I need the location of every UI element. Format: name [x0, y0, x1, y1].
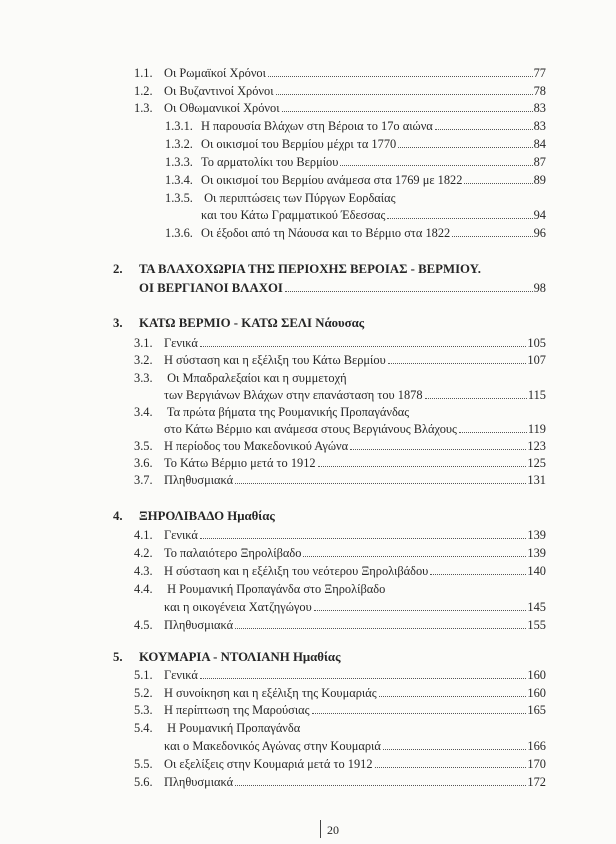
toc-entry [134, 456, 546, 470]
entry-number: 5.5. [134, 757, 153, 771]
entry-title: Γενικά [164, 336, 198, 350]
entry-page: 160 [527, 686, 546, 700]
toc-entry [165, 137, 546, 151]
chapter-title: ΞΗΡΟΛΙΒΑΔΟ [139, 509, 225, 523]
dot-leader [387, 217, 532, 219]
toc-entry [165, 119, 546, 133]
entry-title: και του Κάτω Γραμματικού Έδεσσας [201, 208, 386, 222]
entry-number: 3.5. [134, 439, 153, 453]
entry-title: Πληθυσμιακά [164, 618, 234, 632]
entry-title: Οι Μπαδραλεξαίοι και η συμμετοχή [167, 371, 347, 385]
dot-leader [200, 345, 526, 347]
entry-number: 5.4. [134, 721, 153, 735]
entry-page: 125 [527, 456, 546, 470]
entry-number: 5.2. [134, 686, 153, 700]
dot-leader [276, 93, 533, 95]
toc-entry [165, 226, 546, 240]
entry-title: Το παλαιότερο Ξηρολίβαδο [164, 546, 302, 560]
dot-leader [312, 712, 527, 714]
toc-entry [165, 191, 396, 205]
entry-page: 89 [533, 173, 546, 187]
entry-page: 87 [533, 155, 546, 169]
entry-page: 98 [533, 281, 546, 295]
entry-title: και η οικογένεια Χατζηγώγου [164, 600, 312, 614]
toc-entry [134, 686, 546, 700]
dot-leader [200, 677, 526, 679]
entry-title: Η παρουσία Βλάχων στη Βέροια το 17ο αιώνα [201, 119, 433, 133]
footer-rule [320, 820, 321, 838]
toc-entry [134, 353, 546, 367]
entry-number: 5.1. [134, 668, 153, 682]
entry-page: 165 [527, 703, 546, 717]
entry-number: 3.2. [134, 353, 153, 367]
dot-leader [425, 397, 527, 399]
toc-entry [134, 405, 409, 419]
dot-leader [235, 627, 526, 629]
entry-title: Τα πρώτα βήματα της Ρουμανικής Προπαγάνδας [166, 405, 410, 419]
dot-leader [464, 182, 532, 184]
entry-page: 83 [533, 101, 546, 115]
page-number: 20 [327, 823, 339, 837]
dot-leader [375, 766, 527, 768]
chapter-number: 4. [113, 509, 123, 523]
entry-number: 4.4. [134, 582, 153, 596]
dot-leader [350, 448, 526, 450]
entry-page: 131 [527, 473, 546, 487]
toc-entry-continuation [164, 422, 546, 436]
entry-page: 94 [533, 208, 546, 222]
entry-title: Πληθυσμιακά [164, 473, 234, 487]
entry-number: 3.3. [134, 371, 153, 385]
entry-number: 1.3.5. [165, 191, 193, 205]
toc-entry-continuation [164, 600, 546, 614]
toc-entry-continuation [164, 739, 546, 753]
dot-leader [383, 748, 527, 750]
dot-leader [459, 431, 527, 433]
entry-page: 78 [533, 84, 546, 98]
toc-entry [134, 439, 546, 453]
entry-title: Η περίοδος του Μακεδονικού Αγώνα [164, 439, 349, 453]
entry-title: Οι οικισμοί του Βερμίου μέχρι τα 1770 [201, 137, 397, 151]
dot-leader [318, 465, 527, 467]
entry-page: 123 [527, 439, 546, 453]
chapter-number: 3. [113, 316, 123, 330]
entry-page: 84 [533, 137, 546, 151]
entry-page: 119 [527, 422, 546, 436]
toc-entry [134, 371, 347, 385]
dot-leader [379, 695, 527, 697]
chapter-title: ΚΑΤΩ ΒΕΡΜΙΟ - ΚΑΤΩ ΣΕΛΙ [139, 316, 313, 330]
entry-page: 83 [533, 119, 546, 133]
toc-entry-continuation [165, 208, 546, 222]
entry-number: 5.3. [134, 703, 153, 717]
entry-title: Οι Οθωμανικοί Χρόνοι [164, 101, 280, 115]
entry-title: Οι Βυζαντινοί Χρόνοι [164, 84, 274, 98]
entry-page: 160 [527, 668, 546, 682]
entry-page: 145 [527, 600, 546, 614]
chapter-number: 5. [113, 650, 123, 664]
entry-title: Οι οικισμοί του Βερμίου ανάμεσα στα 1769 με 1822 [201, 173, 463, 187]
toc-entry [134, 473, 546, 487]
dot-leader [314, 609, 527, 611]
dot-leader [303, 555, 526, 557]
entry-title: Το αρματολίκι του Βερμίου [201, 155, 339, 169]
chapter-place: Ημαθίας [227, 509, 275, 523]
toc-entry [139, 281, 546, 295]
toc-entry [134, 668, 546, 682]
entry-number: 4.3. [134, 564, 153, 578]
chapter-heading [113, 316, 364, 331]
entry-page: 115 [527, 388, 546, 402]
entry-number: 1.3.4. [165, 173, 193, 187]
entry-title: Οι περιπτώσεις των Πύργων Εορδαίας [204, 191, 396, 205]
dot-leader [388, 362, 527, 364]
entry-title: Η περίπτωση της Μαρούσιας [164, 703, 310, 717]
entry-number: 1.3.3. [165, 155, 193, 169]
entry-page: 170 [527, 757, 546, 771]
chapter-title: ΤΑ ΒΛΑΧΟΧΩΡΙΑ ΤΗΣ ΠΕΡΙΟΧΗΣ ΒΕΡΟΙΑΣ - ΒΕΡΜΙΟΥ. [139, 262, 481, 276]
chapter-place: Νάουσας [315, 316, 365, 330]
entry-number: 1.2. [134, 84, 153, 98]
entry-title: των Βεργιάνων Βλάχων στην επανάσταση του 1878 [164, 388, 423, 402]
entry-title: στο Κάτω Βέρμιο και ανάμεσα στους Βεργιάνους Βλάχους [164, 422, 457, 436]
entry-title: Το Κάτω Βέρμιο μετά το 1912 [164, 456, 316, 470]
entry-title: Η σύσταση και η εξέλιξη του Κάτω Βερμίου [164, 353, 386, 367]
entry-number: 3.6. [134, 456, 153, 470]
entry-page: 105 [527, 336, 546, 350]
dot-leader [282, 110, 533, 112]
dot-leader [435, 128, 533, 130]
toc-entry [134, 757, 546, 771]
toc-entry [134, 775, 546, 789]
chapter-title-continuation: ΟΙ ΒΕΡΓΙΑΝΟΙ ΒΛΑΧΟΙ [139, 281, 283, 295]
entry-number: 1.3. [134, 101, 153, 115]
chapter-title: ΚΟΥΜΑΡΙΑ - ΝΤΟΛΙΑΝΗ [139, 650, 290, 664]
entry-page: 172 [527, 775, 546, 789]
entry-number: 3.7. [134, 473, 153, 487]
entry-page: 139 [527, 546, 546, 560]
toc-entry [134, 84, 546, 98]
entry-number: 1.1. [134, 66, 153, 80]
chapter-heading [113, 262, 481, 277]
entry-page: 155 [527, 618, 546, 632]
entry-page: 139 [527, 528, 546, 542]
chapter-heading [113, 509, 275, 524]
dot-leader [452, 235, 532, 237]
chapter-heading [113, 650, 340, 665]
toc-entry [134, 528, 546, 542]
entry-title: Η Ρουμανική Προπαγάνδα στο Ξηρολίβαδο [167, 582, 386, 596]
entry-title: Οι εξελίξεις στην Κουμαριά μετά το 1912 [164, 757, 373, 771]
toc-entry [134, 618, 546, 632]
dot-leader [430, 573, 526, 575]
entry-page: 140 [527, 564, 546, 578]
entry-title: Γενικά [164, 668, 198, 682]
entry-number: 4.1. [134, 528, 153, 542]
dot-leader [285, 290, 533, 292]
entry-number: 3.4. [134, 405, 153, 419]
toc-entry [134, 336, 546, 350]
entry-number: 1.3.2. [165, 137, 193, 151]
chapter-number: 2. [113, 262, 123, 276]
toc-entry [134, 703, 546, 717]
dot-leader [398, 146, 532, 148]
dot-leader [200, 537, 526, 539]
toc-entry [134, 101, 546, 115]
toc-entry [134, 546, 546, 560]
toc-entry [134, 582, 385, 596]
dot-leader [235, 784, 526, 786]
dot-leader [268, 75, 533, 77]
toc-entry [134, 721, 300, 735]
chapter-place: Ημαθίας [292, 650, 341, 664]
entry-page: 166 [527, 739, 546, 753]
entry-title: Η Ρουμανική Προπαγάνδα [167, 721, 301, 735]
toc-entry [165, 155, 546, 169]
entry-title: Πληθυσμιακά [164, 775, 234, 789]
toc-entry-continuation [164, 388, 546, 402]
entry-title: Γενικά [164, 528, 198, 542]
entry-title: και ο Μακεδονικός Αγώνας στην Κουμαριά [164, 739, 381, 753]
entry-number: 5.6. [134, 775, 153, 789]
entry-title: Οι έξοδοι από τη Νάουσα και το Βέρμιο στα 1822 [201, 226, 451, 240]
dot-leader [340, 164, 532, 166]
dot-leader [235, 482, 526, 484]
entry-number: 3.1. [134, 336, 153, 350]
toc-entry [134, 564, 546, 578]
entry-number: 4.2. [134, 546, 153, 560]
entry-title: Η σύσταση και η εξέλιξη του νεότερου Ξηρολιβάδου [164, 564, 429, 578]
entry-title: Οι Ρωμαϊκοί Χρόνοι [164, 66, 266, 80]
entry-title: Η συνοίκηση και η εξέλιξη της Κουμαριάς [164, 686, 377, 700]
entry-number: 4.5. [134, 618, 153, 632]
entry-page: 77 [533, 66, 546, 80]
entry-page: 107 [527, 353, 546, 367]
toc-entry [165, 173, 546, 187]
toc-entry [134, 66, 546, 80]
entry-number: 1.3.6. [165, 226, 193, 240]
entry-number: 1.3.1. [165, 119, 193, 133]
entry-page: 96 [533, 226, 546, 240]
